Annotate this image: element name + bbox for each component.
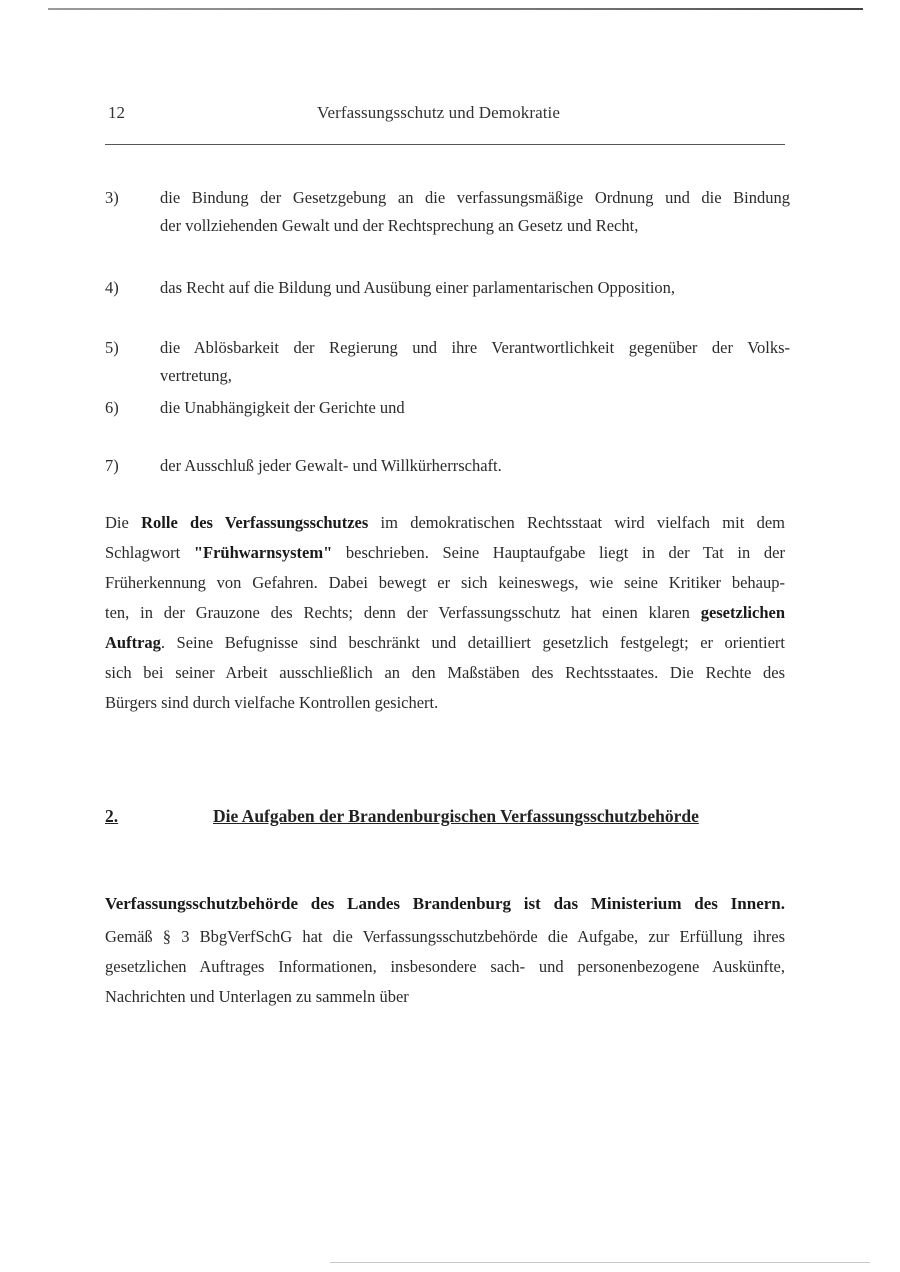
paragraph-line: gesetzlichen Auftrages Informationen, insbesondere sach- und personenbezogene Auskünfte, [105,957,785,976]
paragraph-line: Bürgers sind durch vielfache Kontrollen gesichert. [105,693,439,712]
list-item-number: 3) [105,188,119,207]
list-item-text: der vollziehenden Gewalt und der Rechtsprechung an Gesetz und Recht, [160,216,639,235]
paragraph-line: Gemäß § 3 BbgVerfSchG hat die Verfassungsschutzbehörde die Aufgabe, zur Erfüllung ihres [105,927,785,946]
text-run: . Seine Befugnisse sind beschränkt und detailliert gesetzlich festgelegt; er orientiert [160,633,785,652]
scan-edge-bottom [330,1262,870,1263]
section-number: 2. [105,806,119,826]
text-run: Die [105,513,142,532]
text-run: beschrieben. Seine Hauptaufgabe liegt in der Tat in der [332,543,785,562]
running-title: Verfassungsschutz und Demokratie [317,103,561,122]
paragraph-line [105,508,785,538]
paragraph-tasks [105,922,785,1012]
list-item-number: 4) [105,278,119,297]
bold-term: Rolle des Verfassungsschutzes [141,513,369,532]
paragraph-line [105,538,785,568]
scan-edge-top [48,8,863,10]
list-item-text: die Unabhängigkeit der Gerichte und [160,398,405,417]
list-item-text: vertretung, [160,366,232,385]
header-rule [105,144,785,145]
paragraph-role-of-verfassungsschutz [105,508,785,718]
page-number: 12 [108,103,125,122]
text-run: Schlagwort [105,543,194,562]
list-item-text: die Ablösbarkeit der Regierung und ihre Verantwortlichkeit gegenüber der Volks- [160,338,790,357]
list-item-text: die Bindung der Gesetzgebung an die verfassungsmäßige Ordnung und die Bindung [160,188,790,207]
paragraph-line: sich bei seiner Arbeit ausschließlich an den Maßstäben des Rechtsstaates. Die Rechte des [105,663,785,682]
list-item-number: 6) [105,398,119,417]
paragraph-line: Nachrichten und Unterlagen zu sammeln über [105,987,409,1006]
text-run: im demokratischen Rechtsstaat wird vielfach mit dem [368,513,785,532]
bold-term: Auftrag [105,633,161,652]
list-item-text: der Ausschluß jeder Gewalt- und Willkürherrschaft. [160,456,502,475]
lead-sentence: Verfassungsschutzbehörde des Landes Brandenburg ist das Ministerium des Innern. [105,894,785,913]
bold-term: gesetzlichen [700,603,785,622]
section-title: Die Aufgaben der Brandenburgischen Verfassungsschutzbehörde [213,806,699,826]
bold-term: "Frühwarnsystem" [193,543,333,562]
list-item-text: das Recht auf die Bildung und Ausübung einer parlamentarischen Opposition, [160,278,676,297]
paragraph-line: Früherkennung von Gefahren. Dabei bewegt er sich keineswegs, wie seine Kritiker behaup- [105,573,785,592]
text-run: ten, in der Grauzone des Rechts; denn der Verfassungsschutz hat einen klaren [105,603,701,622]
paragraph-line [105,628,785,658]
list-item-number: 7) [105,456,119,475]
paragraph-line [105,598,785,628]
list-item-number: 5) [105,338,119,357]
